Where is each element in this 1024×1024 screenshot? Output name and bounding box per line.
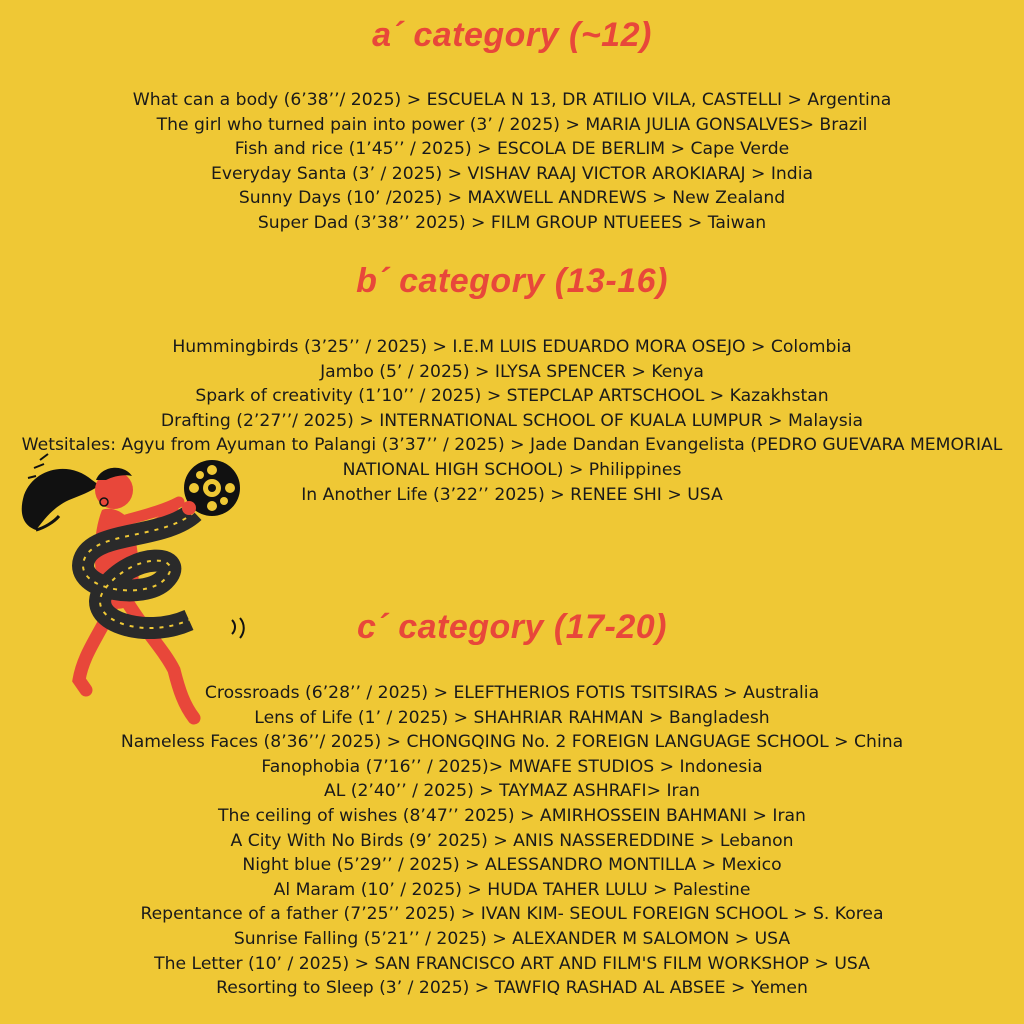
list-item: The Letter (10’ / 2025) > SAN FRANCISCO ART AND FILM'S FILM WORKSHOP > USA — [154, 953, 870, 974]
list-item: The girl who turned pain into power (3’ / 2025) > MARIA JULIA GONSALVES> Brazil — [156, 114, 868, 135]
list-item: Jambo (5’ / 2025) > ILYSA SPENCER > Kenya — [320, 361, 704, 382]
list-item: Lens of Life (1’ / 2025) > SHAHRIAR RAHMAN > Bangladesh — [254, 707, 770, 728]
list-item: Nameless Faces (8’36’’/ 2025) > CHONGQING No. 2 FOREIGN LANGUAGE SCHOOL > China — [120, 732, 904, 753]
list-item: Resorting to Sleep (3’ / 2025) > TAWFIQ RASHAD AL ABSEE > Yemen — [216, 978, 808, 999]
category-b-list — [0, 335, 1024, 507]
category-a-heading: a´ category (~12) — [372, 16, 652, 54]
category-c-list — [0, 681, 1024, 1001]
list-item: Fish and rice (1’45’’ / 2025) > ESCOLA DE BERLIM > Cape Verde — [234, 139, 790, 160]
list-item: Repentance of a father (7’25’’ 2025) > IVAN KIM- SEOUL FOREIGN SCHOOL > S. Korea — [140, 904, 884, 925]
category-a-list — [0, 88, 1024, 236]
list-item: Al Maram (10’ / 2025) > HUDA TAHER LULU > Palestine — [273, 879, 751, 900]
list-item: A City With No Birds (9’ 2025) > ANIS NASSEREDDINE > Lebanon — [230, 830, 794, 851]
list-item: Everyday Santa (3’ / 2025) > VISHAV RAAJ VICTOR AROKIARAJ > India — [210, 163, 814, 184]
list-item: Night blue (5’29’’ / 2025) > ALESSANDRO MONTILLA > Mexico — [242, 855, 782, 876]
list-item: Wetsitales: Agyu from Ayuman to Palangi (3’37’’ / 2025) > Jade Dandan Evangelista (PEDRO GUEVARA MEMORIAL NATIONAL HIGH SCHOOL) > Philippines — [21, 435, 1003, 480]
list-item: What can a body (6’38’’/ 2025) > ESCUELA N 13, DR ATILIO VILA, CASTELLI > Argentina — [132, 90, 892, 110]
category-b-heading: b´ category (13-16) — [356, 262, 668, 300]
list-item: Crossroads (6’28’’ / 2025) > ELEFTHERIOS FOTIS TSITSIRAS > Australia — [204, 683, 820, 703]
list-item: Sunrise Falling (5’21’’ / 2025) > ALEXANDER M SALOMON > USA — [233, 928, 791, 949]
list-item: In Another Life (3’22’’ 2025) > RENEE SHI > USA — [301, 484, 723, 505]
list-item: Super Dad (3’38’’ 2025) > FILM GROUP NTUEEES > Taiwan — [257, 212, 767, 233]
list-item: AL (2’40’’ / 2025) > TAYMAZ ASHRAFI> Iran — [323, 781, 701, 802]
list-item: The ceiling of wishes (8’47’’ 2025) > AMIRHOSSEIN BAHMANI > Iran — [218, 805, 806, 826]
list-item: Fanophobia (7’16’’ / 2025)> MWAFE STUDIOS > Indonesia — [261, 756, 763, 777]
list-item: Sunny Days (10’ /2025) > MAXWELL ANDREWS > New Zealand — [238, 188, 786, 209]
list-item: Spark of creativity (1’10’’ / 2025) > STEPCLAP ARTSCHOOL > Kazakhstan — [195, 386, 829, 407]
list-item: Drafting (2’27’’/ 2025) > INTERNATIONAL SCHOOL OF KUALA LUMPUR > Malaysia — [160, 410, 864, 431]
list-item: Hummingbirds (3’25’’ / 2025) > I.E.M LUIS EDUARDO MORA OSEJO > Colombia — [172, 337, 852, 357]
category-c-heading: c´ category (17-20) — [357, 608, 667, 646]
